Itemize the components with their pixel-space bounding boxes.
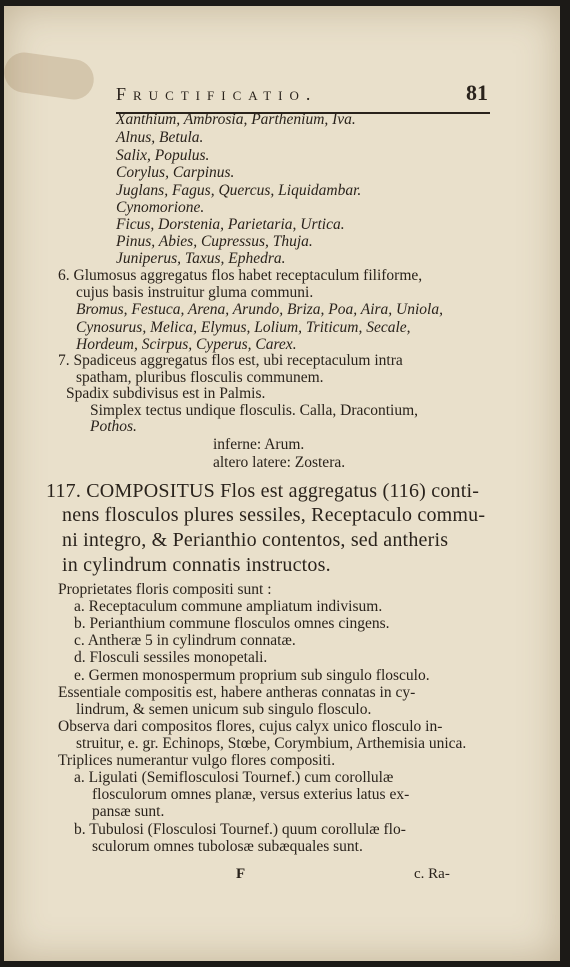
text-line: Pinus, Abies, Cupressus, Thuja. [116, 233, 313, 250]
book-page [4, 6, 560, 961]
catchword: c. Ra- [414, 866, 450, 882]
text-line: pansæ sunt. [92, 803, 165, 820]
text-line: Triplices numerantur vulgo flores compositi. [58, 752, 336, 769]
text-line: Xanthium, Ambrosia, Parthenium, Iva. [116, 111, 356, 128]
text-line: Pothos. [90, 418, 137, 435]
signature-mark: F [236, 866, 246, 882]
text-line: a. Receptaculum commune ampliatum indivisum. [74, 598, 383, 615]
text-line: in cylindrum connatis instructos. [62, 554, 331, 576]
text-line: Cynomorione. [116, 199, 205, 216]
page-number: 81 [466, 80, 488, 105]
page-stain [2, 50, 97, 102]
text-line: Proprietates floris compositi sunt : [58, 581, 272, 598]
text-line: nens flosculos plures sessiles, Receptaculo commu- [62, 504, 486, 526]
text-line: Hordeum, Scirpus, Cyperus, Carex. [76, 336, 297, 353]
text-line: Essentiale compositis est, habere antheras connatas in cy- [58, 684, 416, 701]
text-line: e. Germen monospermum proprium sub singulo flosculo. [74, 667, 430, 684]
text-line: Spadix subdivisus est in Palmis. [66, 385, 266, 402]
text-line: struitur, e. gr. Echinops, Stœbe, Corymbium, Arthemisia unica. [76, 735, 467, 752]
text-line: a. Ligulati (Semiflosculosi Tournef.) cum corollulæ [74, 769, 394, 786]
text-line: cujus basis instruitur gluma communi. [76, 284, 314, 301]
text-line: spatham, pluribus flosculis communem. [76, 369, 324, 386]
text-line: b. Perianthium commune flosculos omnes cingens. [74, 615, 390, 632]
text-line: Juglans, Fagus, Quercus, Liquidambar. [116, 182, 362, 199]
text-line: Ficus, Dorstenia, Parietaria, Urtica. [116, 216, 345, 233]
text-line: Corylus, Carpinus. [116, 164, 235, 181]
text-line: Juniperus, Taxus, Ephedra. [116, 250, 286, 267]
text-line: flosculorum omnes planæ, versus exterius latus ex- [92, 786, 410, 803]
text-line: inferne: Arum. [213, 436, 305, 453]
text-line: Bromus, Festuca, Arena, Arundo, Briza, Poa, Aira, Uniola, [76, 301, 443, 318]
text-line: ni integro, & Perianthio contentos, sed antheris [62, 529, 449, 551]
text-line: Alnus, Betula. [116, 129, 204, 146]
text-line: d. Flosculi sessiles monopetali. [74, 649, 268, 666]
running-title: Fructificatio. [116, 84, 318, 104]
text-line: 6. Glumosus aggregatus flos habet receptaculum filiforme, [58, 267, 423, 284]
text-line: Salix, Populus. [116, 147, 210, 164]
page-header [116, 80, 488, 110]
text-line: Observa dari compositos flores, cujus calyx unico flosculo in- [58, 718, 443, 735]
text-line: 117. COMPOSITUS Flos est aggregatus (116) conti- [46, 480, 480, 502]
text-line: lindrum, & semen unicum sub singulo flosculo. [76, 701, 372, 718]
text-line: b. Tubulosi (Flosculosi Tournef.) quum corollulæ flo- [74, 821, 406, 838]
text-line: c. Antheræ 5 in cylindrum connatæ. [74, 632, 296, 649]
text-line: altero latere: Zostera. [213, 454, 346, 471]
text-line: 7. Spadiceus aggregatus flos est, ubi receptaculum intra [58, 352, 403, 369]
text-line: Cynosurus, Melica, Elymus, Lolium, Triticum, Secale, [76, 319, 411, 336]
text-line: sculorum omnes tubolosæ subæquales sunt. [92, 838, 363, 855]
text-line: Simplex tectus undique flosculis. Calla, Dracontium, [90, 402, 419, 419]
